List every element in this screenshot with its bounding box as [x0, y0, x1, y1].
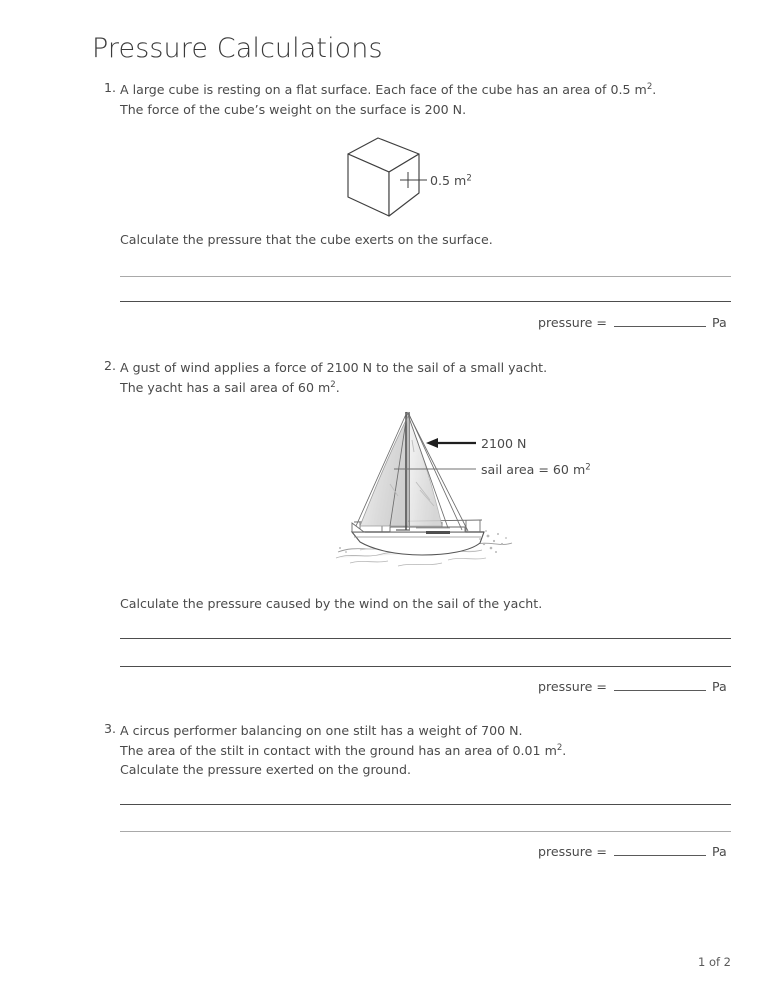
question-1-number: 1.	[103, 80, 116, 95]
yacht-force-label: 2100 N	[481, 436, 527, 451]
question-2-answer-rule-2[interactable]	[120, 666, 731, 667]
question-1-answer-rule-2[interactable]	[120, 301, 731, 302]
question-1-line-1: A large cube is resting on a flat surface. Each face of the cube has an area of 0.5 $m^2$.	[120, 81, 657, 97]
sails	[356, 412, 468, 531]
question-2-prompt: Calculate the pressure caused by the wind on the sail of the yacht.	[120, 596, 543, 611]
question-2-answer-label: pressure =	[538, 679, 607, 694]
yacht-area-label: sail area = 60 $m^2$	[481, 462, 591, 477]
question-3-answer-unit: Pa	[711, 844, 727, 859]
question-2-answer-unit: Pa	[711, 679, 727, 694]
question-1-answer-label: pressure =	[538, 315, 607, 330]
question-3-number: 3.	[103, 721, 116, 736]
question-2-answer-rule-1[interactable]	[120, 638, 731, 639]
question-3-answer-blank[interactable]	[614, 842, 706, 856]
force-arrowhead	[426, 438, 438, 448]
question-2-number: 2.	[103, 358, 116, 373]
page-title: Pressure Calculations	[92, 33, 383, 64]
question-2-line-2: The yacht has a sail area of 60 $m^2$.	[120, 379, 340, 395]
question-1-answer-field[interactable]	[538, 313, 727, 330]
question-3-answer-field[interactable]	[538, 842, 727, 859]
question-2-answer-blank[interactable]	[614, 677, 706, 691]
question-1-answer-rule-1[interactable]	[120, 276, 731, 277]
question-3-line-3: Calculate the pressure exerted on the ground.	[120, 762, 412, 777]
question-3-answer-rule-1[interactable]	[120, 804, 731, 805]
question-3-text	[120, 721, 740, 780]
yacht-diagram	[330, 400, 620, 574]
question-3-answer-label: pressure =	[538, 844, 607, 859]
question-2-line-1: A gust of wind applies a force of 2100 N to the sail of a small yacht.	[120, 360, 548, 375]
question-1-answer-blank[interactable]	[614, 313, 706, 327]
question-3-answer-rule-2[interactable]	[120, 831, 731, 832]
question-2-text	[120, 358, 740, 397]
cube-diagram	[330, 125, 530, 229]
question-2-answer-field[interactable]	[538, 677, 727, 694]
question-3-line-2: The area of the stilt in contact with the ground has an area of 0.01 $m^2$.	[120, 742, 567, 758]
cube-area-label: 0.5 $m^2$	[430, 173, 472, 188]
page-number-footer: 1 of 2	[697, 955, 731, 969]
question-1-prompt: Calculate the pressure that the cube exerts on the surface.	[120, 232, 493, 247]
question-1-text	[120, 80, 740, 119]
question-3-line-1: A circus performer balancing on one stilt has a weight of 700 N.	[120, 723, 523, 738]
question-1-line-2: The force of the cube’s weight on the surface is 200 N.	[120, 101, 467, 117]
question-1-answer-unit: Pa	[711, 315, 727, 330]
